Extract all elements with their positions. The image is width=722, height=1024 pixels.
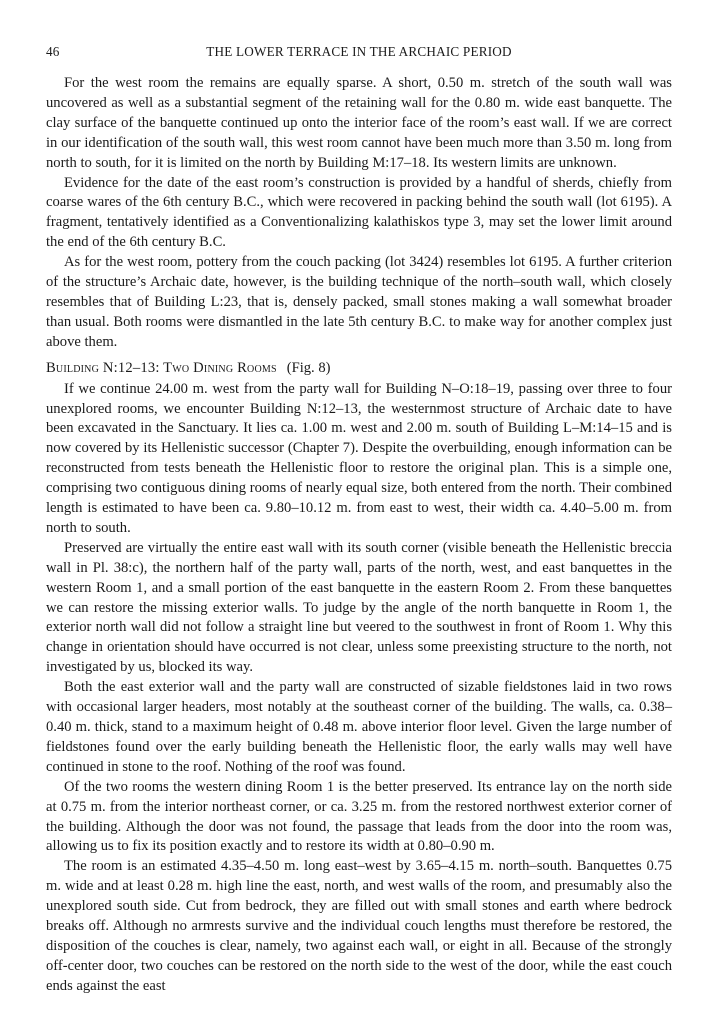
paragraph: Preserved are virtually the entire east wall with its south corner (visible beneath the Hellenistic breccia wall in Pl. 38:c), the northern half of the party wall, parts of the north, west, and east banquettes in the western Room 1, and a small portion of the east banquette in the eastern Room 2. From these banquettes we can restore the missing exterior walls. To judge by the angle of the north banquette in Room 1, the exterior north wall did not follow a straight line but veered to the southwest in front of Room 1. Why this change in orientation should have occurred is not clear, unless some preexisting structure to the north, not investigated by us, blocked its way.: [46, 539, 672, 676]
body-text: [46, 74, 672, 997]
section-heading-label: Building N:12–13: Two Dining Rooms: [46, 359, 277, 376]
figure-reference: (Fig. 8): [286, 359, 331, 376]
section-heading: [46, 359, 672, 379]
paragraph: As for the west room, pottery from the couch packing (lot 3424) resembles lot 6195. A further criterion of the structure’s Archaic date, however, is the building technique of the north–south wall, which closely resembles that of Building L:23, that is, densely packed, small stones making a wall somewhat broader than usual. Both rooms were dismantled in the late 5th century B.C. to make way for another complex just above them.: [46, 254, 672, 350]
paragraph: Both the east exterior wall and the party wall are constructed of sizable fieldstones laid in two rows with occasional larger headers, most notably at the southeast corner of the building. The walls, ca. 0.38–0.40 m. thick, stand to a maximum height of 0.48 m. above interior floor level. Given the large number of fieldstones found over the early building beneath the Hellenistic floor, the early walls may well have continued in stone to the roof. Nothing of the roof was found.: [46, 679, 672, 775]
paragraph: For the west room the remains are equally sparse. A short, 0.50 m. stretch of the south wall was uncovered as well as a substantial segment of the retaining wall for the 0.80 m. wide east banquette. The clay surface of the banquette continued up onto the interior face of the room’s east wall. If we are correct in our identification of the south wall, this west room cannot have been much more than 3.50 m. long from north to south, for it is limited on the north by Building M:17–18. Its western limits are unknown.: [46, 75, 672, 171]
page-number: 46: [46, 44, 60, 59]
paragraph: Evidence for the date of the east room’s construction is provided by a handful of sherds, chiefly from coarse wares of the 6th century B.C., which were recovered in packing behind the south wall (lot 6195). A fragment, tentatively identified as a Conventionalizing kalathiskos type 3, may set the lower limit around the end of the 6th century B.C.: [46, 174, 672, 251]
paragraph: If we continue 24.00 m. west from the party wall for Building N–O:18–19, passing over three to four unexplored rooms, we encounter Building N:12–13, the westernmost structure of Archaic date to have been excavated in the Sanctuary. It lies ca. 1.00 m. west and 2.00 m. south of Building L–M:14–15 and is now covered by its Hellenistic successor (Chapter 7). Despite the overbuilding, enough information can be reconstructed from tests beneath the Hellenistic floor to restore the original plan. This is a simple one, comprising two contiguous dining rooms of nearly equal size, both entered from the north. Their combined length is estimated to have been ca. 9.80–10.12 m. from east to west, their width ca. 4.40–5.00 m. from north to south.: [46, 380, 672, 536]
running-head-title: THE LOWER TERRACE IN THE ARCHAIC PERIOD: [206, 44, 512, 59]
running-head: [46, 44, 672, 62]
paragraph: Of the two rooms the western dining Room 1 is the better preserved. Its entrance lay on the north side at 0.75 m. from the interior northeast corner, or ca. 3.25 m. from the restored northwest exterior corner of the building. Although the door was not found, the passage that leads from the door into the room was, allowing us to fix its position exactly and to restore its width at 0.80–0.90 m.: [46, 778, 672, 855]
paragraph: The room is an estimated 4.35–4.50 m. long east–west by 3.65–4.15 m. north–south. Banquettes 0.75 m. wide and at least 0.28 m. high line the east, north, and west walls of the room, and presumably also the unexplored south side. Cut from bedrock, they are filled out with small stones and earth where bedrock breaks off. Although no armrests survive and the individual couch lengths must therefore be restored, the disposition of the couches is clear, namely, two against each wall, or eight in all. Because of the strongly off-center door, two couches can be restored on the north side to the west of the door, while the east couch ends against the east: [46, 858, 672, 994]
book-page: [46, 44, 672, 997]
